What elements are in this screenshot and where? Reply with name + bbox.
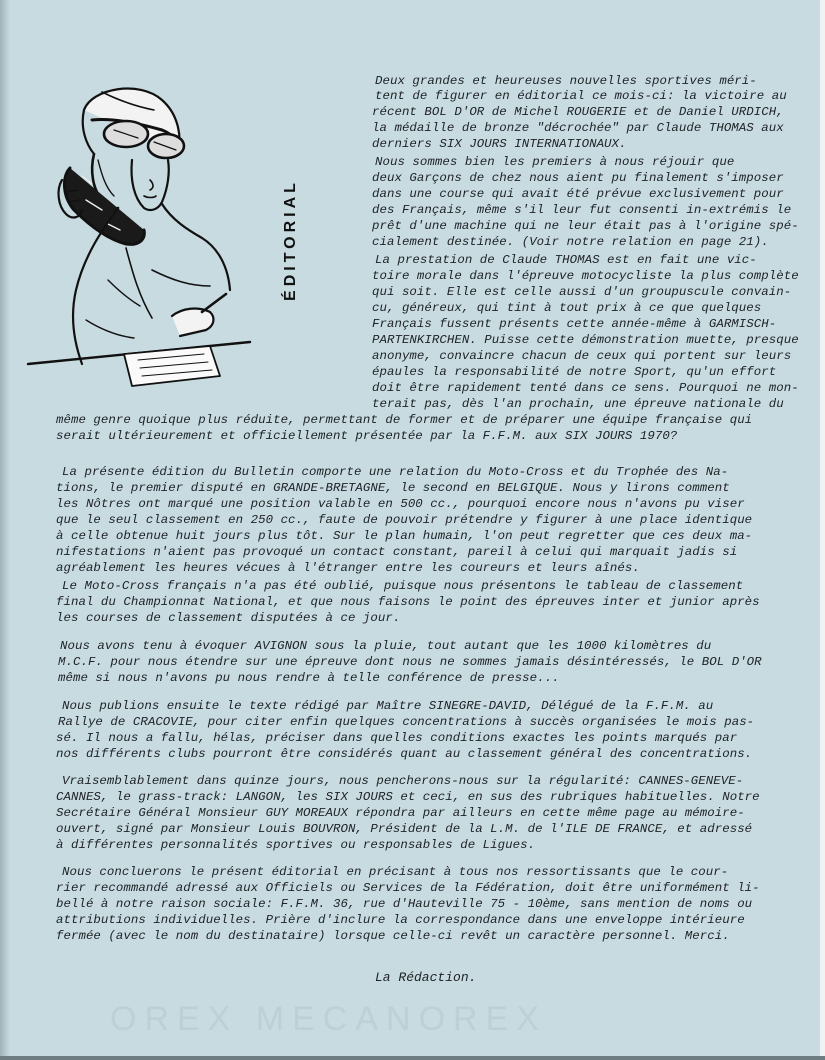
text-line: que le seul classement en 250 cc., faute de pouvoir prétendre y figurer à une place identique <box>56 513 753 527</box>
scan-right-edge <box>820 0 825 1060</box>
text-line: Vraisemblablement dans quinze jours, nous pencherons-nous sur la régularité: CANNES-GENEVE- <box>62 774 744 788</box>
text-line: récent BOL D'OR de Michel ROUGERIE et de Daniel URDICH, <box>372 105 784 119</box>
text-line: des Français, même s'il leur fut consenti in-extrémis le <box>372 203 792 217</box>
text-line: nos différents clubs pourront être considérés quant au classement général des concentrations. <box>56 747 753 761</box>
text-line: rier recommandé adressé aux Officiels ou Services de la Fédération, doit être uniformément li- <box>56 881 760 895</box>
text-line: attributions individuelles. Prière d'inclure la correspondance dans une enveloppe intérieure <box>56 913 745 927</box>
text-line: même si nous n'avons pu nous rendre à telle conférence de presse... <box>58 671 560 685</box>
text-line: fermée (avec le nom du destinataire) lorsque celle-ci revêt un caractère personnel. Merci. <box>56 929 730 943</box>
text-line: Le Moto-Cross français n'a pas été oublié, puisque nous présentons le tableau de classement <box>62 579 744 593</box>
text-line: tions, le premier disputé en GRANDE-BRETAGNE, le second en BELGIQUE. Nous y lirons comment <box>56 481 730 495</box>
text-line: Nous publions ensuite le texte rédigé par Maître SINEGRE-DAVID, Délégué de la F.F.M. au <box>62 699 714 713</box>
text-line: La prestation de Claude THOMAS est en fait une vic- <box>375 253 757 267</box>
text-line: PARTENKIRCHEN. Puisse cette démonstration muette, presque <box>372 333 799 347</box>
text-line: nifestations n'aient pas provoqué un contact constant, pareil à celui qui marquait jadis si <box>56 545 738 559</box>
text-line: derniers SIX JOURS INTERNATIONAUX. <box>372 137 627 151</box>
text-line: cu, généreux, qui tint à tout prix à ce que quelques <box>372 301 762 315</box>
text-line: qui soit. Elle est celle aussi d'un groupuscule convain- <box>372 285 792 299</box>
text-line: doit être rapidement tenté dans ce sens. Pourquoi ne mon- <box>372 381 799 395</box>
text-line: dans une course qui avait été prévue exclusivement pour <box>372 187 784 201</box>
text-line: ouvert, signé par Monsieur Louis BOUVRON, Président de la L.M. de l'ILE DE FRANCE, et adressé <box>56 822 753 836</box>
text-line: à celle obtenue huit jours plus tôt. Sur le plan humain, l'on peut regretter que ces deux ma- <box>56 529 753 543</box>
text-line: serait ultérieurement et officiellement présentée par la F.F.M. aux SIX JOURS 1970? <box>56 429 678 443</box>
editorial-title-text: ÉDITORIAL <box>282 179 299 301</box>
text-line: tent de figurer en éditorial ce mois-ci: la victoire au <box>375 89 787 103</box>
text-line: agréablement les heures vécues à l'étranger entre les coureurs et leurs aînés. <box>56 561 640 575</box>
woman-telephone-illustration <box>22 80 252 395</box>
text-line: Nous concluerons le présent éditorial en précisant à tous nos ressortissants que le cour- <box>62 865 729 879</box>
text-line: les Nôtres ont marqué une position valable en 500 cc., pourquoi encore nous n'avons pu viser <box>56 497 745 511</box>
text-line: Nous sommes bien les premiers à nous réjouir que <box>375 155 735 169</box>
text-line: final du Championnat National, et que nous faisons le point des épreuves inter et junior après <box>56 595 760 609</box>
text-line: à différentes personnalités sportives ou responsables de Ligues. <box>56 838 536 852</box>
text-line: CANNES, le grass-track: LANGON, les SIX JOURS et ceci, en sus des rubriques habituelles. Notre <box>56 790 760 804</box>
text-line: sé. Il nous a fallu, hélas, préciser dans quelles conditions exactes les points marqués par <box>56 731 738 745</box>
text-line: anonyme, convaincre chacun de ceux qui portent sur leurs <box>372 349 792 363</box>
text-line: Français fussent présents cette année-même à GARMISCH- <box>372 317 777 331</box>
text-line: Secrétaire Général Monsieur GUY MOREAUX répondra par ailleurs en cette même page au mémoire- <box>56 806 745 820</box>
text-line: la médaille de bronze "décrochée" par Claude THOMAS aux <box>372 121 784 135</box>
scan-bottom-edge <box>0 1056 825 1060</box>
text-line: Rallye de CRACOVIE, pour citer enfin quelques concentrations à succès organisées le mois pas- <box>58 715 755 729</box>
text-line: prêt d'une machine qui ne leur était pas à l'origine spé- <box>372 219 799 233</box>
signature: La Rédaction. <box>375 970 477 985</box>
text-line: épaules la responsabilité de notre Sport, qu'un effort <box>372 365 777 379</box>
editorial-vertical-title <box>280 145 302 335</box>
text-line: deux Garçons de chez nous aient pu finalement s'imposer <box>372 171 784 185</box>
scan-left-edge <box>0 0 10 1060</box>
text-line: même genre quoique plus réduite, permettant de former et de préparer une équipe française qui <box>56 413 753 427</box>
text-line: Nous avons tenu à évoquer AVIGNON sous la pluie, tout autant que les 1000 kilomètres du <box>60 639 712 653</box>
text-line: M.C.F. pour nous étendre sur une épreuve dont nous ne sommes jamais désintéressés, le BOL D'OR <box>58 655 762 669</box>
text-line: La présente édition du Bulletin comporte une relation du Moto-Cross et du Trophée des Na- <box>62 465 729 479</box>
text-line: bellé à notre raison sociale: F.F.M. 36, rue d'Hauteville 75 - 10ème, sans mention de noms ou <box>56 897 753 911</box>
text-line: terait pas, dès l'an prochain, une épreuve nationale du <box>372 397 784 411</box>
text-line: cialement destinée. (Voir notre relation en page 21). <box>372 235 769 249</box>
text-line: les courses de classement disputées à ce jour. <box>56 611 401 625</box>
text-line: toire morale dans l'épreuve motocycliste la plus complète <box>372 269 799 283</box>
text-line: Deux grandes et heureuses nouvelles sportives méri- <box>375 74 757 88</box>
mecanorex-watermark: OREX MECANOREX <box>110 1000 547 1038</box>
